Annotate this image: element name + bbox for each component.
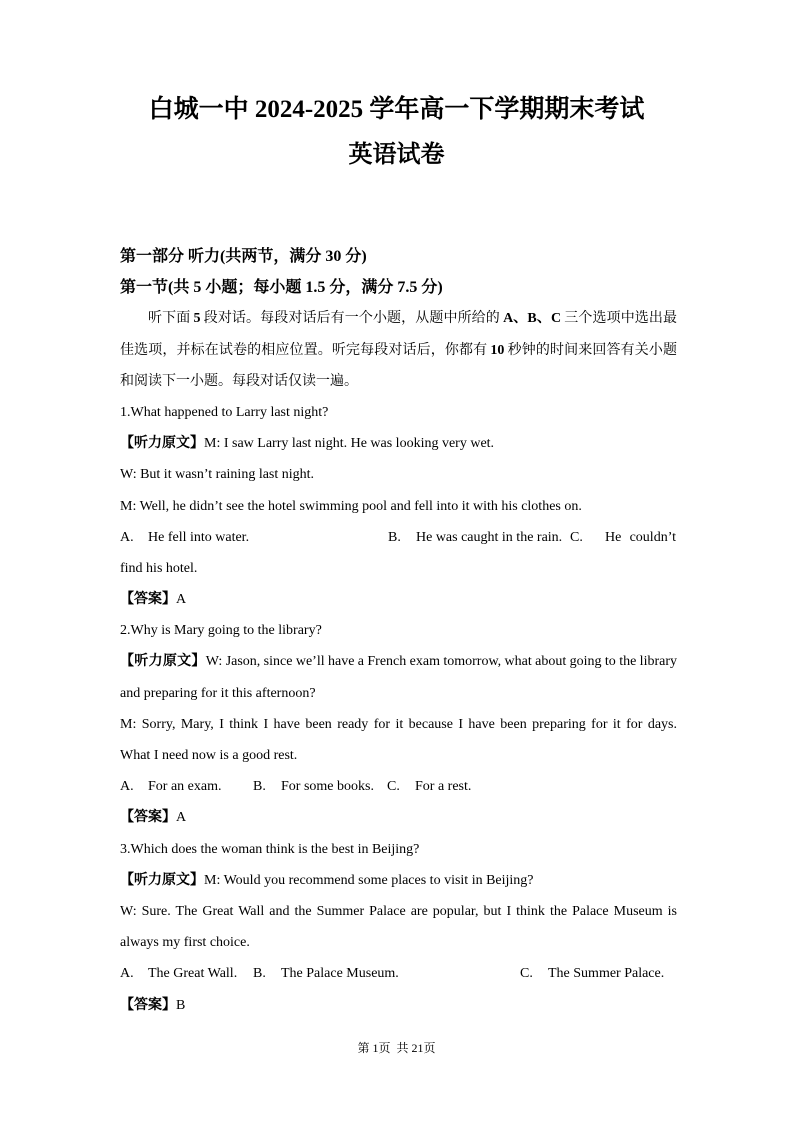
transcript-line: What I need now is a good rest. — [120, 748, 298, 763]
instructions-text: 秒钟的时间来回答有关小题 — [504, 342, 677, 358]
answer-label: 【答案】 — [120, 997, 176, 1013]
answer-value: A — [176, 810, 187, 826]
option-b — [388, 522, 562, 553]
option-label: A. — [120, 966, 134, 982]
options-row — [120, 958, 677, 989]
transcript-line: W: But it wasn’t raining last night. — [120, 467, 315, 483]
option-text: The Palace Museum. — [281, 966, 399, 982]
transcript-label: 【听力原文】 — [120, 654, 206, 670]
question-stem: 3.Which does the woman think is the best in Beijing? — [120, 841, 420, 857]
option-label: C. — [570, 529, 583, 545]
transcript-text: M: Would you recommend some places to visit in Beijing? — [204, 872, 534, 888]
option-a — [120, 958, 237, 989]
option-label: B. — [253, 779, 266, 795]
option-label: C. — [387, 779, 400, 795]
instructions-emphasis: A、B、C — [503, 311, 562, 327]
answer-value: A — [176, 592, 187, 608]
transcript-line — [120, 865, 677, 896]
answer-line — [120, 584, 677, 615]
transcript-line — [120, 646, 677, 677]
document-subtitle: 英语试卷 — [348, 142, 445, 168]
options-row — [120, 522, 677, 553]
instructions-line — [120, 335, 677, 366]
transcript-line: always my first choice. — [120, 935, 250, 951]
option-text: For an exam. — [148, 779, 222, 795]
question-stem: 2.Why is Mary going to the library? — [120, 623, 322, 639]
transcript-text: M: I saw Larry last night. He was looking very wet. — [204, 436, 495, 452]
transcript-label: 【听力原文】 — [120, 436, 204, 452]
answer-line — [120, 990, 677, 1021]
option-c — [570, 522, 676, 553]
transcript-line — [120, 428, 677, 459]
option-text: For some books. — [281, 779, 374, 795]
option-b — [253, 958, 399, 989]
instructions-text: 三个选项中选出最 — [561, 311, 678, 327]
options-row — [120, 771, 677, 802]
option-label: A. — [120, 529, 134, 545]
option-text: For a rest. — [415, 779, 472, 795]
option-text-continued: find his hotel. — [120, 560, 198, 576]
answer-label: 【答案】 — [120, 592, 176, 608]
instructions-text: 佳选项，并标在试卷的相应位置。听完每段对话后，你都有 — [120, 342, 491, 358]
answer-value: B — [176, 997, 186, 1013]
transcript-line: W: Sure. The Great Wall and the Summer Palace are popular, but I think the Palace Museum is — [120, 903, 677, 919]
option-c — [387, 771, 471, 802]
section-heading: 第一节(共 5 小题；每小题 1.5 分，满分 7.5 分) — [120, 279, 443, 297]
option-text: He was caught in the rain. — [416, 529, 563, 545]
instructions-emphasis: 10 — [490, 342, 505, 358]
answer-line — [120, 802, 677, 833]
instructions-text: 听下面 — [148, 311, 194, 327]
part-heading: 第一部分 听力(共两节，满分 30 分) — [120, 248, 367, 265]
answer-label: 【答案】 — [120, 810, 176, 826]
page-footer: 第 1页 共 21页 — [357, 1041, 436, 1055]
question-stem: 1.What happened to Larry last night? — [120, 404, 329, 420]
option-a — [120, 522, 249, 553]
option-c — [520, 958, 664, 989]
option-label: B. — [388, 529, 401, 545]
option-label: C. — [520, 966, 533, 982]
instructions-text: 段对话。每段对话后有一个小题，从题中所给的 — [200, 311, 504, 327]
transcript-line: and preparing for it this afternoon? — [120, 685, 316, 701]
option-label: A. — [120, 779, 134, 795]
instructions-text: 和阅读下一小题。每段对话仅读一遍。 — [120, 373, 358, 389]
document-title: 白城一中 2024-2025 学年高一下学期期末考试 — [148, 96, 645, 123]
transcript-text: W: Jason, since we’ll have a French exam tomorrow, what about going to the library — [205, 654, 677, 670]
listening-section — [120, 241, 677, 1021]
transcript-line: M: Well, he didn’t see the hotel swimming pool and fell into it with his clothes on. — [120, 498, 582, 514]
option-text: He fell into water. — [148, 529, 250, 545]
option-b — [253, 771, 374, 802]
instructions-emphasis: 5 — [193, 311, 201, 327]
option-a — [120, 771, 221, 802]
option-text: The Summer Palace. — [548, 966, 665, 982]
option-text: The Great Wall. — [148, 966, 238, 982]
option-label: B. — [253, 966, 266, 982]
instructions-line — [120, 366, 677, 397]
option-text: He couldn’t — [605, 529, 676, 545]
transcript-line: M: Sorry, Mary, I think I have been ready for it because I have been preparing for it for days. — [120, 716, 677, 732]
instructions-line — [120, 303, 677, 334]
transcript-label: 【听力原文】 — [120, 872, 204, 888]
